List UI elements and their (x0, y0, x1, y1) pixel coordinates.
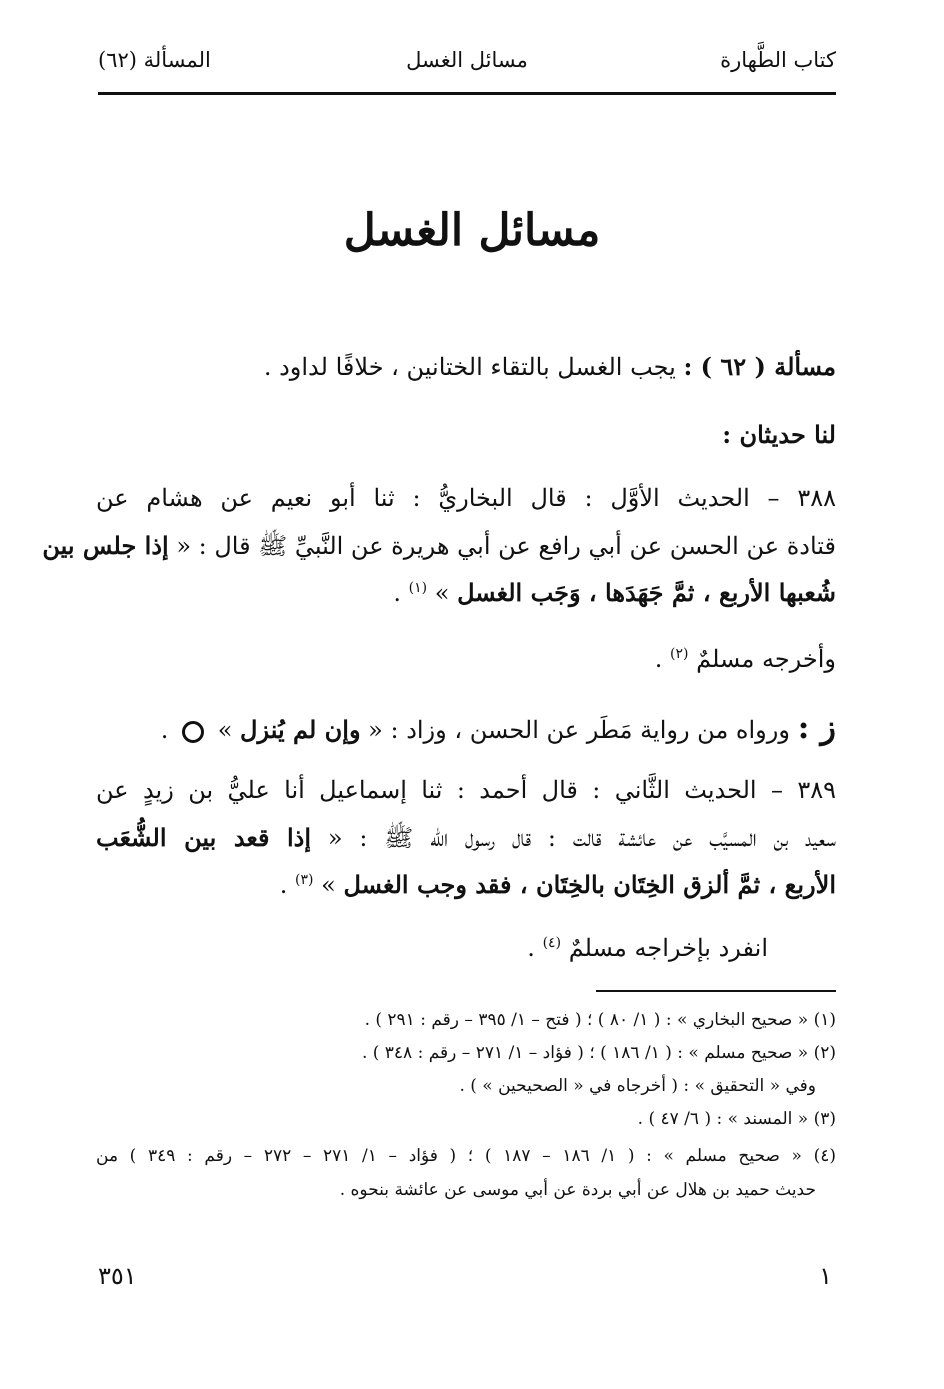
zay-close: » (217, 716, 233, 744)
header-chapter-title: مسائل الغسل (406, 48, 528, 72)
hadith2-line1: ٣٨٩ – الحديث الثَّاني : قال أحمد : ثنا إسماعيل أنا عليُّ بن زيدٍ عن (96, 776, 836, 804)
footnote-ref-2: (٢) (670, 646, 689, 662)
hadith1-line3-quote: شُعبها الأربع ، ثمَّ جَهَدَها ، وَجَب الغسل (457, 578, 836, 607)
footnote-divider (596, 990, 836, 992)
hadith1-line1: ٣٨٨ – الحديث الأوَّل : قال البخاريُّ : ثنا أبو نعيم عن هشام عن (96, 484, 836, 512)
hadith2-extraction-end: . (527, 934, 535, 962)
hadith1-extraction (655, 645, 836, 673)
footnote-4-continuation: حديث حميد بن هلال عن أبي بردة عن أبي موسى عن عائشة بنحوه . (339, 1180, 816, 1200)
hadith2-line3-quote: الأربع ، ثمَّ ألزق الخِتَان بالخِتَان ، فقد وجب الغسل (343, 870, 836, 899)
hadith1-line2-plain: قتادة عن الحسن عن أبي رافع عن أبي هريرة عن النَّبيِّ ﷺ قال : « (176, 532, 836, 560)
hadith1-line3-end: . (393, 579, 401, 607)
hadith1-line3 (393, 578, 836, 607)
hadith2-line3-close: » (321, 871, 336, 899)
hadith2-line3 (280, 870, 836, 899)
volume-number: ١ (819, 1262, 832, 1290)
hadith1-line3-close: » (434, 579, 450, 607)
footnote-ref-1: (١) (408, 580, 428, 596)
hadith1-extraction-end: . (654, 645, 663, 673)
zay-letter: ز : (797, 708, 836, 746)
hadith2-line2-plain: سعيد بن المسيَّب عن عائشة قالت : قال رسول الله ﷺ : « (327, 824, 836, 852)
footnote-ref-4: (٤) (542, 935, 562, 951)
running-header (98, 38, 836, 95)
issue-text: يجب الغسل بالتقاء الختانين ، خلافًا لداود . (263, 353, 676, 381)
issue-statement (264, 352, 836, 381)
page-number: ٣٥١ (98, 1262, 137, 1290)
circle-end-icon (182, 721, 204, 743)
intro-line: لنا حديثان : (722, 420, 836, 449)
header-book-title: كتاب الطَّهارة (720, 48, 836, 72)
footnote-4: (٤) « صحيح مسلم » : ( ١/ ١٨٦ – ١٨٧ ) ؛ ( فؤاد – ١/ ٢٧١ – ٢٧٢ – رقم : ٣٤٩ ) من (96, 1146, 836, 1166)
hadith1-extraction-text: وأخرجه مسلمٌ (696, 645, 836, 673)
hadith2-line2-quote: إذا قعد بين الشُّعَب (96, 823, 312, 852)
issue-label: مسألة ( ٦٢ ) : (683, 352, 836, 381)
zay-end: . (160, 716, 169, 744)
footnote-2-continuation: وفي « التحقيق » : ( أخرجاه في « الصحيحين » ) . (459, 1076, 816, 1096)
header-issue-number: المسألة (٦٢) (98, 48, 211, 72)
hadith2-extraction-text: انفرد بإخراجه مسلمٌ (568, 934, 768, 962)
zay-addition (161, 708, 836, 746)
footnote-1: (١) « صحيح البخاري » : ( ١/ ٨٠ ) ؛ ( فتح – ١/ ٣٩٥ – رقم : ٢٩١ ) . (364, 1010, 836, 1030)
hadith2-line3-end: . (279, 871, 288, 899)
hadith2-extraction (527, 934, 768, 962)
footnote-3: (٣) « المسند » : ( ٦/ ٤٧ ) . (637, 1109, 836, 1129)
zay-quote: وإن لم يُنزل (240, 715, 361, 744)
footnote-ref-3: (٣) (295, 872, 314, 888)
zay-text: ورواه من رواية مَطَر عن الحسن ، وزاد : « (368, 716, 790, 744)
hadith2-line2 (96, 823, 836, 858)
footnote-2: (٢) « صحيح مسلم » : ( ١/ ١٨٦ ) ؛ ( فؤاد – ١/ ٢٧١ – رقم : ٣٤٨ ) . (361, 1043, 836, 1063)
hadith1-line2 (42, 531, 836, 566)
chapter-title: مسائل الغسل (343, 205, 601, 256)
hadith1-line2-quote: إذا جلس بين (42, 531, 169, 560)
